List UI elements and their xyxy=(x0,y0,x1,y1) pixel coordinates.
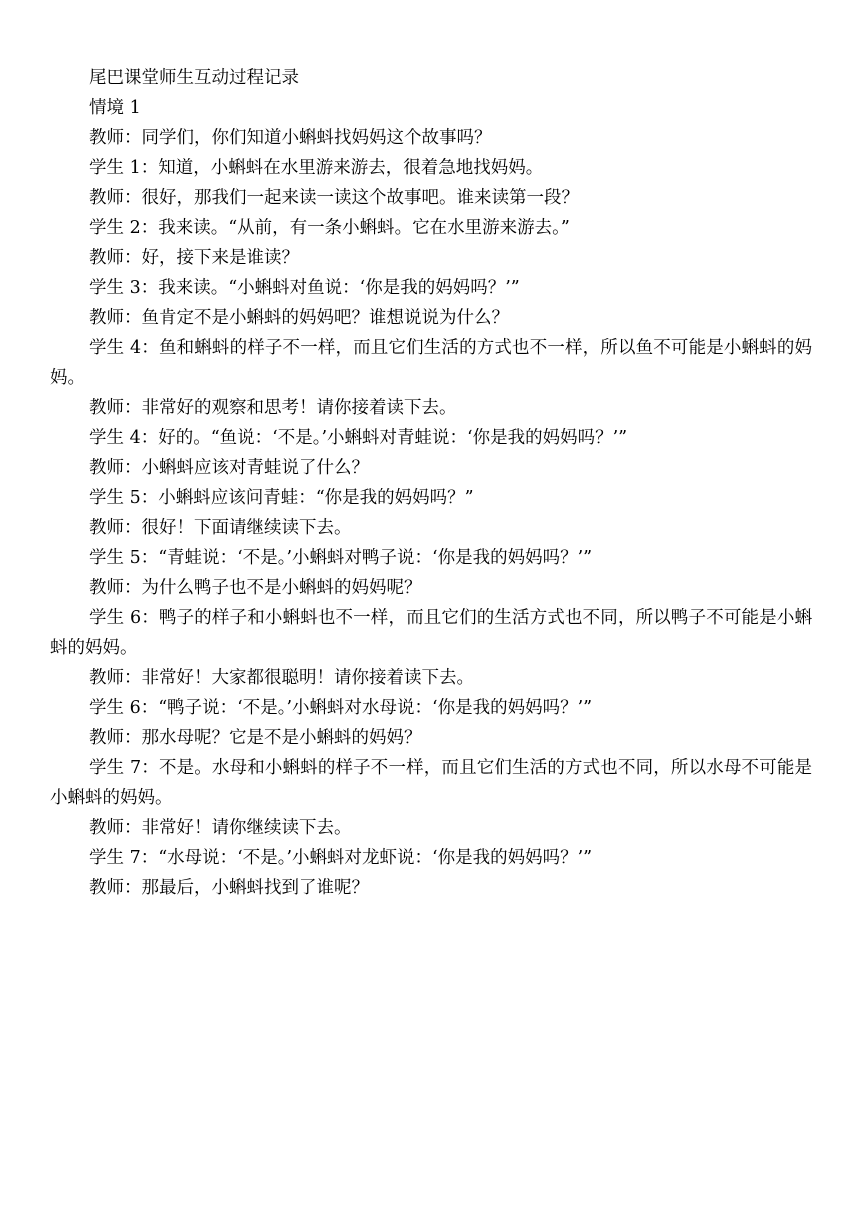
dialogue-line: 学生 2：我来读。“从前，有一条小蝌蚪。它在水里游来游去。” xyxy=(89,218,570,238)
dialogue-line: 学生 6：“鸭子说：‘不是。’小蝌蚪对水母说：‘你是我的妈妈吗？’” xyxy=(89,698,593,718)
dialogue-line: 学生 4：鱼和蝌蚪的样子不一样，而且它们生活的方式也不一样，所以鱼不可能是小蝌蚪的妈妈。 xyxy=(50,338,812,388)
dialogue-line: 学生 5：“青蛙说：‘不是。’小蝌蚪对鸭子说：‘你是我的妈妈吗？’” xyxy=(89,548,593,568)
dialogue-line: 教师：非常好的观察和思考！请你接着读下去。 xyxy=(89,398,457,418)
dialogue-line: 教师：非常好！大家都很聪明！请你接着读下去。 xyxy=(89,668,474,688)
dialogue-line: 教师：很好，那我们一起来读一读这个故事吧。谁来读第一段？ xyxy=(89,188,579,208)
dialogue-line: 教师：小蝌蚪应该对青蛙说了什么？ xyxy=(89,458,369,478)
document-page xyxy=(50,63,812,903)
dialogue-line: 教师：好，接下来是谁读？ xyxy=(89,248,299,268)
dialogue-line: 教师：那水母呢？它是不是小蝌蚪的妈妈？ xyxy=(89,728,422,748)
scene-heading: 情境 1 xyxy=(89,98,141,118)
dialogue-line: 学生 7：“水母说：‘不是。’小蝌蚪对龙虾说：‘你是我的妈妈吗？’” xyxy=(89,848,593,868)
dialogue-line: 教师：鱼肯定不是小蝌蚪的妈妈吧？谁想说说为什么？ xyxy=(89,308,509,328)
dialogue-line: 教师：很好！下面请继续读下去。 xyxy=(89,518,352,538)
document-title: 尾巴课堂师生互动过程记录 xyxy=(89,68,299,88)
dialogue-line: 学生 1：知道，小蝌蚪在水里游来游去，很着急地找妈妈。 xyxy=(89,158,544,178)
dialogue-line: 教师：非常好！请你继续读下去。 xyxy=(89,818,352,838)
dialogue-line: 学生 7：不是。水母和小蝌蚪的样子不一样，而且它们生活的方式也不同，所以水母不可能是小蝌蚪的妈妈。 xyxy=(50,758,812,808)
dialogue-line: 学生 4：好的。“鱼说：‘不是。’小蝌蚪对青蛙说：‘你是我的妈妈吗？’” xyxy=(89,428,628,448)
dialogue-line: 学生 5：小蝌蚪应该问青蛙：“你是我的妈妈吗？” xyxy=(89,488,474,508)
dialogue-line: 学生 6：鸭子的样子和小蝌蚪也不一样，而且它们的生活方式也不同，所以鸭子不可能是小蝌蚪的妈妈。 xyxy=(50,608,812,658)
dialogue-line: 教师：为什么鸭子也不是小蝌蚪的妈妈呢？ xyxy=(89,578,422,598)
dialogue-line: 教师：那最后，小蝌蚪找到了谁呢？ xyxy=(89,878,369,898)
dialogue-line: 学生 3：我来读。“小蝌蚪对鱼说：‘你是我的妈妈吗？’” xyxy=(89,278,520,298)
dialogue-line: 教师：同学们，你们知道小蝌蚪找妈妈这个故事吗？ xyxy=(89,128,492,148)
